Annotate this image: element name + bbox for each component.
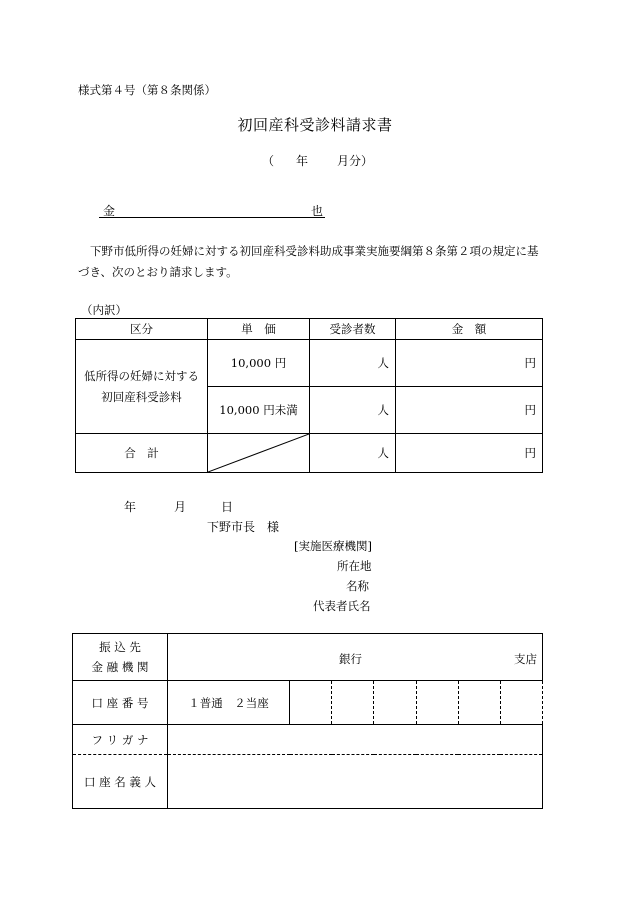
institution-label: [実施医療機関] xyxy=(294,539,372,553)
count-cell[interactable]: 人 xyxy=(310,387,396,434)
furigana-label: フ リ ガ ナ xyxy=(73,725,168,755)
account-holder-label: 口 座 名 義 人 xyxy=(73,755,168,809)
bank-suffix: 銀行 xyxy=(339,652,362,666)
bank-label-line-2: 金 融 機 関 xyxy=(91,660,149,674)
institution-name-label: 名称 xyxy=(346,579,369,593)
bank-label-cell xyxy=(73,634,168,681)
addressee: 下野市長 様 xyxy=(207,520,280,534)
date-month: 月 xyxy=(174,500,187,514)
total-amount-cell[interactable]: 円 xyxy=(396,434,543,473)
account-number-label: 口 座 番 号 xyxy=(73,681,168,725)
date-day: 日 xyxy=(221,500,234,514)
furigana-field[interactable] xyxy=(168,725,543,755)
category-cell xyxy=(76,340,208,434)
unit-price-cell: 10,000 円未満 xyxy=(208,387,310,434)
diagonal-line xyxy=(208,434,309,472)
branch-suffix: 支店 xyxy=(514,652,537,666)
amount-field[interactable] xyxy=(99,217,325,218)
account-digit-box[interactable] xyxy=(332,681,374,725)
header-count: 受診者数 xyxy=(310,319,396,340)
period-month: 月分） xyxy=(337,154,374,168)
body-line-2: づき、次のとおり請求します。 xyxy=(78,265,238,279)
header-category: 区分 xyxy=(76,319,208,340)
count-cell[interactable]: 人 xyxy=(310,340,396,387)
period-open: （ xyxy=(262,154,275,168)
body-line-1: 下野市低所得の妊婦に対する初回産科受診料助成事業実施要綱第８条第２項の規定に基 xyxy=(90,244,539,258)
period-year: 年 xyxy=(296,154,309,168)
header-unit-price: 単 価 xyxy=(208,319,310,340)
category-line-2: 初回産科受診料 xyxy=(101,389,182,404)
category-line-1: 低所得の妊婦に対する xyxy=(84,368,199,383)
bank-table xyxy=(72,633,543,809)
institution-address-label: 所在地 xyxy=(337,559,372,573)
account-digit-box[interactable] xyxy=(416,681,458,725)
unit-price-cell: 10,000 円 xyxy=(208,340,310,387)
form-number: 様式第４号（第８条関係） xyxy=(78,83,216,97)
breakdown-table xyxy=(75,318,543,473)
date-year: 年 xyxy=(124,500,137,514)
amount-prefix: 金 xyxy=(103,204,116,218)
account-type[interactable]: １普通 ２当座 xyxy=(168,681,290,725)
bank-name-field[interactable] xyxy=(168,634,543,681)
account-digit-box[interactable] xyxy=(458,681,500,725)
header-amount: 金 額 xyxy=(396,319,543,340)
amount-cell[interactable]: 円 xyxy=(396,340,543,387)
page-title: 初回産科受診料請求書 xyxy=(237,116,393,134)
total-unit-price-cell xyxy=(208,434,310,473)
total-count-cell[interactable]: 人 xyxy=(310,434,396,473)
bank-label-line-1: 振 込 先 xyxy=(99,640,141,654)
account-digit-box[interactable] xyxy=(290,681,332,725)
breakdown-label: （内訳） xyxy=(81,303,127,317)
total-label: 合 計 xyxy=(76,434,208,473)
account-digit-box[interactable] xyxy=(500,681,542,725)
account-digit-box[interactable] xyxy=(374,681,416,725)
amount-suffix: 也 xyxy=(311,204,324,218)
representative-label: 代表者氏名 xyxy=(313,599,371,613)
amount-cell[interactable]: 円 xyxy=(396,387,543,434)
account-holder-field[interactable] xyxy=(168,755,543,809)
